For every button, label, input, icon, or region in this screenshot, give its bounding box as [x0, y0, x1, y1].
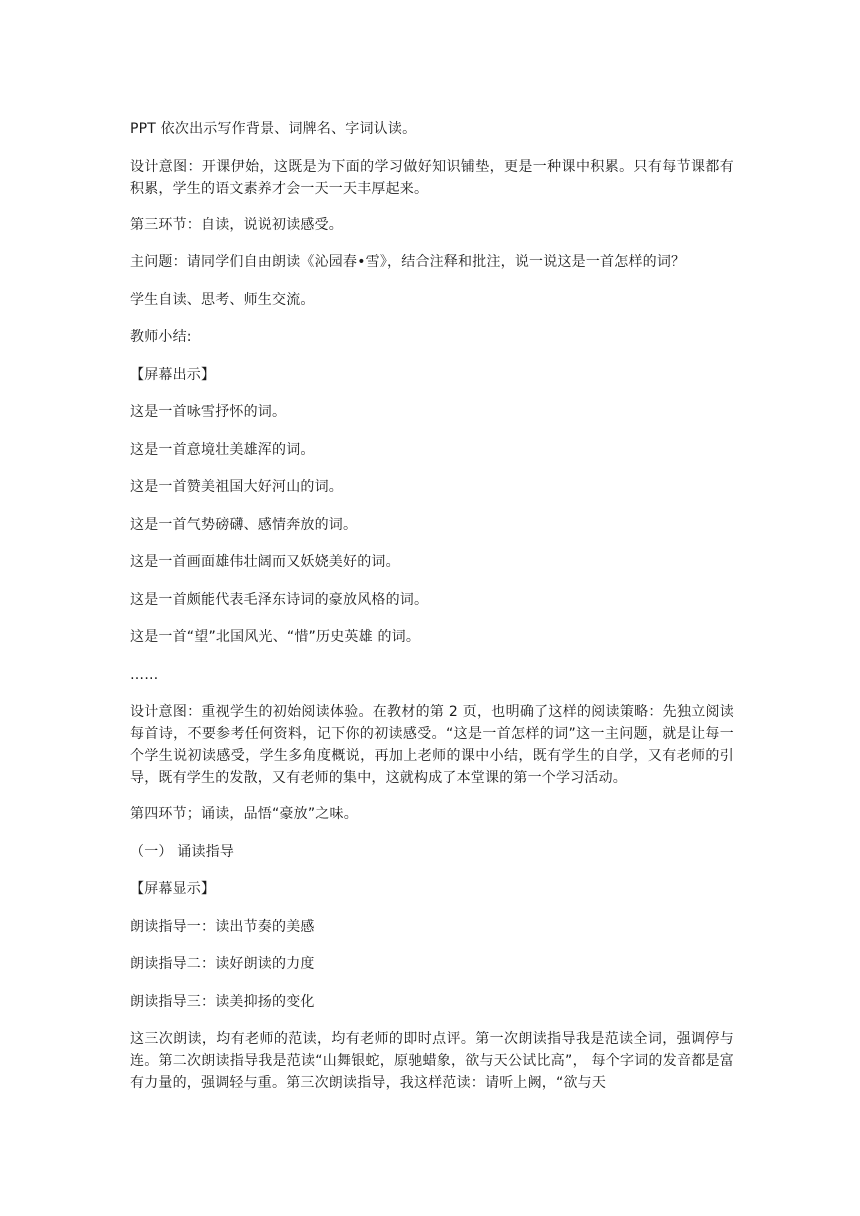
paragraph-summary-item-3: 这是一首赞美祖国大好河山的词。: [130, 479, 343, 495]
paragraph-summary-item-5: 这是一首画面雄伟壮阔而又妖娆美好的词。: [130, 554, 400, 570]
paragraph-ellipsis: ……: [130, 666, 159, 683]
paragraph-summary-item-2: 这是一首意境壮美雄浑的词。: [130, 441, 315, 458]
paragraph-reading-guide-3: 朗读指导三：读美抑扬的变化: [130, 993, 315, 1010]
paragraph-main-question: 主问题：请同学们自由朗读《沁园春•雪》，结合注释和批注，说一说这是一首怎样的词？: [130, 254, 686, 270]
paragraph-teacher-summary: 教师小结:: [130, 329, 192, 345]
document-page: [130, 118, 734, 1108]
paragraph-student-reading: 学生自读、思考、师生交流。: [130, 291, 315, 308]
paragraph-step-three: 第三环节：自读，说说初读感受。: [130, 216, 343, 233]
paragraph-step-four: 第四环节；诵读，品悟“豪放”之味。: [130, 806, 358, 822]
paragraph-reading-guide-2: 朗读指导二：读好朗读的力度: [130, 956, 315, 972]
paragraph-reading-guide-1: 朗读指导一：读出节奏的美感: [130, 918, 315, 935]
paragraph-screen-show-1: 【屏幕出示】: [130, 366, 216, 383]
paragraph-summary-item-1: 这是一首咏雪抒怀的词。: [130, 404, 287, 420]
paragraph-summary-item-7: 这是一首“望”北国风光、“惜”历史英雄 的词。: [130, 629, 421, 645]
paragraph-ppt-intro: PPT 依次出示写作背景、词牌名、字词认读。: [130, 121, 417, 137]
paragraph-summary-item-4: 这是一首气势磅礴、感情奔放的词。: [130, 516, 358, 533]
paragraph-screen-show-2: 【屏幕显示】: [130, 881, 216, 897]
paragraph-summary-item-6: 这是一首颇能代表毛泽东诗词的豪放风格的词。: [130, 591, 429, 608]
paragraph-design-intent-2: 设计意图：重视学生的初始阅读体验。在教材的第 2 页，也明确了这样的阅读策略：先独立阅读每首诗，不要参考任何资料，记下你的初读感受。“这是一首怎样的词”这一主问题，就是让每一个学生说初读感受，学生多角度概说，再加上老师的课中小结，既有学生的自学，又有老师的引导，既有学生的发散，又有老师的集中，这就构成了本堂课的第一个学习活动。: [130, 704, 734, 786]
paragraph-recite-guide-heading: （一） 诵读指导: [130, 843, 235, 860]
paragraph-design-intent-1: 设计意图：开课伊始，这既是为下面的学习做好知识铺垫，更是一种课中积累。只有每节课都有积累，学生的语文素养才会一天一天丰厚起来。: [130, 158, 734, 197]
paragraph-reading-explanation: 这三次朗读，均有老师的范读，均有老师的即时点评。第一次朗读指导我是范读全词，强调停与连。第二次朗读指导我是范读“山舞银蛇，原驰蜡象，欲与天公试比高”， 每个字词的发音都是富有力量的，强调轻与重。第三次朗读指导，我这样范读：请听上阙，“欲与天: [130, 1031, 734, 1091]
